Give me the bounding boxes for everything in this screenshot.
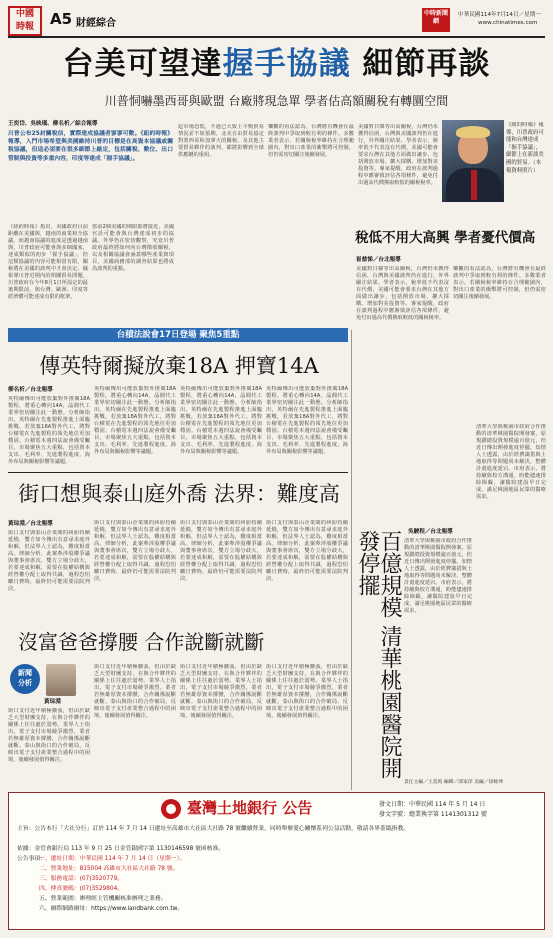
section-bar (8, 328, 348, 342)
tsmc-bottom-rule (8, 472, 348, 473)
analysis-headline: 沒富爸爸撐腰 合作說斷就斷 (18, 630, 265, 654)
site-url: www.chinatimes.com (478, 20, 538, 26)
tsmc-headline: 傳英特爾擬放棄18A 押寶14A (39, 354, 319, 378)
ad-item-3: 三、服務電話：(07)3520779。 (39, 876, 124, 882)
hospital-body-col2: 清華大學與桃園市政府合作推動的清華桃園醫院開發案，原規劃總投資規模逾百億元，但近日傳出開發進度停擺。知情人士透露，由於經費籌措與土地取得等問題尚未解決，整體計畫進度延宕。市府表示，將持續與校方溝通，盼能儘速排除障礙，讓醫院建設早日完成，滿足桃園地區民眾的醫療需求。 (476, 424, 546, 500)
lead-body-col5: 美國對日韓等出高關稅，台灣仍未獲得信函，台灣與美國談判仍在進行，外界關注結果。學者表示，稅率低不代表沒有代價，美國可能會要求台灣在其他方面做出讓步，包括開放市場、擴大採購、增加對美投資等。專家提醒，政府在談判過程中應審慎評估各項條件，避免付出過高代價換取較低的關稅稅率。 (358, 124, 438, 186)
ad-item-5: 五、營業範圍：辦理經主管機關核准辦理之業務。 (39, 896, 167, 902)
analysis-byline: 黃琮淵 (44, 699, 61, 705)
hospital-body-col1: 清華大學與桃園市政府合作推動的清華桃園醫院開發案，原規劃總投資規模逾百億元，但近日傳出開發進度停擺。知情人士透露，由於經費籌措與土地取得等問題尚未解決，整體計畫進度延宕。市府表示，將持續與校方溝通，盼能儘速排除障礙，讓醫院建設早日完成，滿足桃園地區民眾的醫療需求。 (404, 538, 472, 614)
lead-headline-part3: 細節再談 (362, 46, 491, 82)
ad-item-1: 一、遷址日期：中華民國 114 年 7 月 14 日（星期一）。 (39, 856, 186, 862)
ad-item-2: 二、營業地址：815004 高雄市大社區大社路 78 號。 (39, 866, 179, 872)
jiekou-body-col1: 街口支付與泰山企業間的糾紛持續延燒，雙方如今傳出有意尋求庭外和解，但法界人士認為，難度相當高。律師分析，此案牽涉股權爭議與董事會席次，雙方立場分歧大，若要達成和解，需要在股權結構與經營權分配上取得共識，過程恐怕曠日費時，最終仍可能需要法院判決。 (8, 530, 90, 592)
tsmc-body-col4: 英特爾傳出可能放棄對外推廣18A製程，將重心轉向14A，晶圓代工業界密切關注此一動態。分析師指出，英特爾在先進製程推進上面臨挑戰，若放棄18A對外代工，將對台積電在先進製程的領先地位更加穩固。台積電本週四法說會備受矚目，市場聚焦五大重點，包括資本支出、毛利率、先進製程進度、海外布局與關稅影響等議題。 (266, 386, 348, 455)
analysis-body-col1: 街口支付近年積極擴張，但由於缺乏大型財團支持，在與合作夥伴的關係上往往處於弱勢。業界人士指出，電子支付市場競爭激烈，業者若無雄厚資本撐腰，合作關係說斷就斷。泰山與街口的合作破局，反映出電子支付產業整合過程中的困境，後續發展值得關注。 (8, 708, 90, 763)
badge-line1: 新聞 (18, 669, 32, 677)
ad-doc-number: 發文字號：總業執字第 1141301312 號 (379, 811, 487, 818)
logo-line2: 時報 (15, 22, 34, 32)
side-body-a: 美國對日韓等出高關稅，台灣仍未獲得信函，台灣與美國談判仍在進行，外界關注結果。學者表示，稅率低不代表沒有代價，美國可能會要求台灣在其他方面做出讓步，包括開放市場、擴大採購、增加對美投資等。專家提醒，政府在談判過程中應審慎評估各項條件，避免付出過高代價換取較低的關稅稅率。 (356, 266, 449, 321)
ad-item-4: 四、傳真號碼：(07)3529804。 (39, 886, 124, 892)
side-headline: 稅低不用大高興 學者憂代價高 (355, 230, 536, 246)
land-bank-logo-icon (161, 799, 181, 819)
right-column-divider (351, 330, 352, 790)
tsmc-body-col2: 英特爾傳出可能放棄對外推廣18A製程，將重心轉向14A，晶圓代工業界密切關注此一動態。分析師指出，英特爾在先進製程推進上面臨挑戰，若放棄18A對外代工，將對台積電在先進製程的領先地位更加穩固。台積電本週四法說會備受矚目，市場聚焦五大重點，包括資本支出、毛利率、先進製程進度、海外布局與關稅影響等議題。 (94, 386, 176, 455)
page-number: A5 (50, 10, 73, 28)
lead-byline: 王奕岱、吳映瑾、柳名析／綜合報導 (8, 121, 98, 127)
badge-line2: 分析 (18, 679, 32, 687)
lead-body-col3: 起市場恐慌，不過已大致上平衡貿易情況並不如預期。北美自由貿易協定對墨西哥和加拿大的關稅，及其他主要貿易夥伴的談判，都將影響到全球供應鏈的重組。 (178, 124, 264, 158)
page-credits: 責任主編／王莫昀 編輯／邱家萍 美編／徐餘坤 (404, 780, 503, 785)
section-bar-label: 台積法說會17日登場 聚焦5重點 (116, 330, 240, 340)
logo-line1: 中國 (15, 9, 34, 19)
lead-headline-part1: 台美可望達 (62, 46, 223, 82)
masthead-rule (8, 36, 545, 38)
lead-body-col2: 當前2個美國的期限即將接近，美國官員可能會與台灣達成初步的協議。外界仍在密切觀察，究竟川普政府最終將如何向台灣徵收關稅，以及相關協議會涵蓋哪些產業與項目，美國商務部的調查結果也將成為談判的重點。 (92, 224, 174, 272)
ad-items-title: 公告事項： (17, 856, 46, 862)
masthead (8, 6, 545, 40)
bank-ad-title: 臺灣土地銀行 公告 (187, 799, 313, 817)
hospital-byline: 吳駿程／台北報導 (408, 529, 453, 535)
ad-doc-date: 發文日期：中華民國 114 年 5 月 14 日 (379, 801, 486, 808)
issue-date: 中華民國114年7月14日／星期一 (458, 12, 541, 18)
jiekou-byline: 黃琮淵／台北報導 (8, 521, 53, 527)
chinatimes-news-logo: 中時新聞網 (422, 8, 450, 32)
photo-hair-shape (456, 126, 490, 138)
jiekou-headline: 街口想與泰山庭外喬 法界：難度高 (18, 482, 340, 506)
china-times-logo (8, 6, 42, 36)
tsmc-byline: 柳名析／台北報導 (8, 387, 53, 393)
photo-tie-shape (471, 170, 477, 200)
lead-body-col4: 樂觀的看法認為，台灣將有機會在最終談判中爭取到較有利的條件。多數業者表示，若關稅稅率維持在合理範圍內，對出口產業的衝擊將可控制，但仍需密切關注後續發展。 (268, 124, 354, 158)
ad-subject: 主旨：公告本行「大社分行」訂於 114 年 7 月 14 日遷址至高雄市大社區大社路 78 號繼續營業，同時舉辦愛心關懷系列公益活動，敬請各界蒞臨指教。 (17, 826, 410, 832)
news-analysis-badge (10, 664, 40, 694)
jiekou-body-col3: 街口支付與泰山企業間的糾紛持續延燒，雙方如今傳出有意尋求庭外和解，但法界人士認為，難度相當高。律師分析，此案牽涉股權爭議與董事會席次，雙方立場分歧大，若要達成和解，需要在股權結構與經營權分配上取得共識，過程恐怕曠日費時，最終仍可能需要法院判決。 (180, 520, 262, 582)
analysis-author-photo (46, 664, 76, 696)
trump-photo (442, 120, 504, 202)
lead-headline-highlight: 握手協議 (222, 46, 351, 82)
ad-basis: 依據：金管會銀行局 113 年 9 月 25 日金管銀國字第 1130146598 號函核准。 (17, 846, 225, 852)
photo-caption: 《紐約時報》報導，川普政府可能和台灣達成「握手協議」，細節上在新談美國的貿易。（本報資料照片） (506, 122, 544, 174)
jiekou-body-col4: 街口支付與泰山企業間的糾紛持續延燒，雙方如今傳出有意尋求庭外和解，但法界人士認為，難度相當高。律師分析，此案牽涉股權爭議與董事會席次，雙方立場分歧大，若要達成和解，需要在股權結構與經營權分配上取得共識，過程恐怕曠日費時，最終仍可能需要法院判決。 (266, 520, 348, 582)
jiekou-body-col2: 街口支付與泰山企業間的糾紛持續延燒，雙方如今傳出有意尋求庭外和解，但法界人士認為，難度相當高。律師分析，此案牽涉股權爭議與董事會席次，雙方立場分歧大，若要達成和解，需要在股權結構與經營權分配上取得共識，過程恐怕曠日費時，最終仍可能需要法院判決。 (94, 520, 176, 582)
section-name: 財經綜合 (76, 18, 116, 29)
lead-body-col1: 《紐約時報》指出，美國政府目前距離在美國與，越南的商業和全協議，而越南協議的進度是透過越南與，川普政府可能會與多個國家，達成類似的初步「握手協議」，但這類協議的內容可能相當有限，關稅將在美國的談判中才會決定。據報導川普近期內的相關貿易問題，川普政府在今年8月1日所設定的最後期限前，與台灣、歐洲、印度等經濟體可能達成有限的框架。 (8, 224, 88, 300)
side-body-b: 樂觀的看法認為，台灣將有機會在最終談判中爭取到較有利的條件。多數業者表示，若關稅稅率維持在合理範圍內，對出口產業的衝擊將可控制，但仍需密切關注後續發展。 (453, 266, 546, 300)
land-bank-ad (8, 792, 545, 930)
analysis-body-col2: 街口支付近年積極擴張，但由於缺乏大型財團支持，在與合作夥伴的關係上往往處於弱勢。業界人士指出，電子支付市場競爭激烈，業者若無雄厚資本撐腰，合作關係說斷就斷。泰山與街口的合作破局，反映出電子支付產業整合過程中的困境，後續發展值得關注。 (94, 664, 176, 719)
lead-subhead: 川普恫嚇墨西哥與歐盟 台廠將現急單 學者估高額關稅有轉圜空間 (104, 94, 449, 108)
analysis-body-col3: 街口支付近年積極擴張，但由於缺乏大型財團支持，在與合作夥伴的關係上往往處於弱勢。業界人士指出，電子支付市場競爭激烈，業者若無雄厚資本撐腰，合作關係說斷就斷。泰山與街口的合作破局，反映出電子支付產業整合過程中的困境，後續發展值得關注。 (180, 664, 262, 719)
ad-item-6: 六、網際網路網址：https://www.landbank.com.tw。 (39, 906, 184, 912)
lead-summary-box (8, 120, 173, 220)
lead-summary: 川普公布25封關稅信，實際達成協議者寥寥可數。《紐約時報》報導，入門市場希望與美國維持川普的目標是在高資本協議或關稅協議，但這必須要在很多細節上敲定，包括關稅、數位、出口管制與投資等多重內容，印度等達成「握手協議」。 (8, 131, 173, 162)
hospital-headline-vertical: 百億規模 清華桃園醫院開發停擺 (355, 530, 402, 779)
tsmc-body-col1: 英特爾傳出可能放棄對外推廣18A製程，將重心轉向14A，晶圓代工業界密切關注此一動態。分析師指出，英特爾在先進製程推進上面臨挑戰，若放棄18A對外代工，將對台積電在先進製程的領先地位更加穩固。台積電本週四法說會備受矚目，市場聚焦五大重點，包括資本支出、毛利率、先進製程進度、海外布局與關稅影響等議題。 (8, 396, 90, 465)
tsmc-body-col3: 英特爾傳出可能放棄對外推廣18A製程，將重心轉向14A，晶圓代工業界密切關注此一動態。分析師指出，英特爾在先進製程推進上面臨挑戰，若放棄18A對外代工，將對台積電在先進製程的領先地位更加穩固。台積電本週四法說會備受矚目，市場聚焦五大重點，包括資本支出、毛利率、先進製程進度、海外布局與關稅影響等議題。 (180, 386, 262, 455)
lead-headline (10, 44, 543, 84)
side-byline: 崔慈悌／台北報導 (356, 257, 401, 263)
analysis-body-col4: 街口支付近年積極擴張，但由於缺乏大型財團支持，在與合作夥伴的關係上往往處於弱勢。業界人士指出，電子支付市場競爭激烈，業者若無雄厚資本撐腰，合作關係說斷就斷。泰山與街口的合作破局，反映出電子支付產業整合過程中的困境，後續發展值得關注。 (266, 664, 348, 719)
